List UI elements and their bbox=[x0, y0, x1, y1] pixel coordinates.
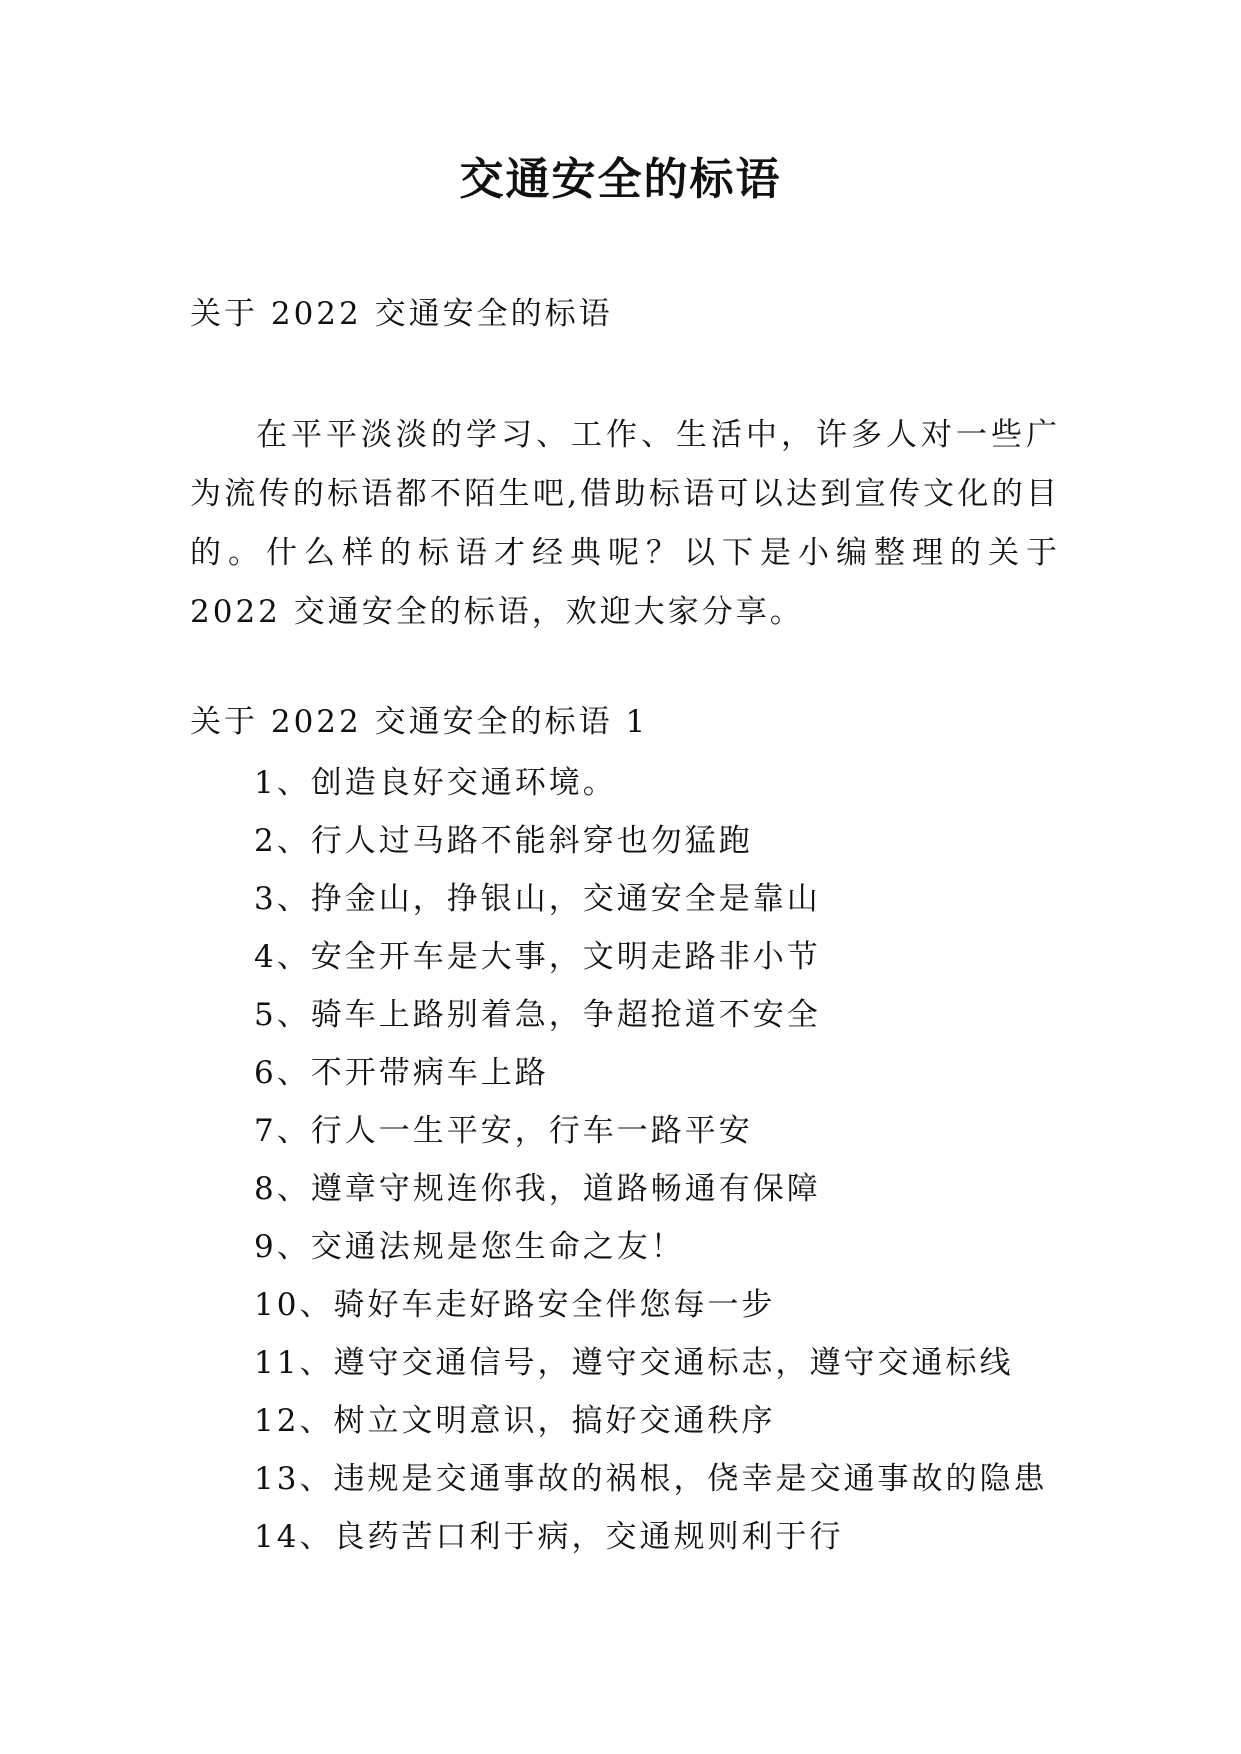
slogan-item: 2、行人过马路不能斜穿也勿猛跑 bbox=[254, 823, 753, 859]
slogan-item: 12、树立文明意识，搞好交通秩序 bbox=[254, 1403, 776, 1439]
slogan-item: 10、骑好车走好路安全伴您每一步 bbox=[254, 1287, 776, 1323]
slogan-item: 6、不开带病车上路 bbox=[254, 1055, 549, 1091]
slogan-item: 11、遵守交通信号，遵守交通标志，遵守交通标线 bbox=[254, 1345, 1014, 1381]
slogan-item: 7、行人一生平安，行车一路平安 bbox=[254, 1113, 753, 1149]
slogan-item: 3、挣金山，挣银山，交通安全是靠山 bbox=[254, 881, 821, 917]
document-subtitle: 关于 2022 交通安全的标语 bbox=[190, 296, 613, 332]
slogan-item: 8、遵章守规连你我，道路畅通有保障 bbox=[254, 1171, 821, 1207]
section-heading: 关于 2022 交通安全的标语 1 bbox=[190, 704, 649, 740]
slogan-item: 4、安全开车是大事，文明走路非小节 bbox=[254, 939, 821, 975]
slogan-item: 14、良药苦口利于病，交通规则利于行 bbox=[254, 1519, 844, 1555]
slogan-item: 13、违规是交通事故的祸根，侥幸是交通事故的隐患 bbox=[254, 1461, 1048, 1497]
slogan-item: 5、骑车上路别着急，争超抢道不安全 bbox=[254, 997, 821, 1033]
slogan-item: 1、创造良好交通环境。 bbox=[254, 765, 617, 801]
intro-paragraph: 在平平淡淡的学习、工作、生活中，许多人对一些广为流传的标语都不陌生吧,借助标语可以达到宣传文化的目的。什么样的标语才经典呢？以下是小编整理的关于 2022 交通安全的标语，欢迎大家分享。 bbox=[190, 417, 1060, 630]
slogan-item: 9、交通法规是您生命之友！ bbox=[254, 1229, 685, 1265]
document-title: 交通安全的标语 bbox=[459, 154, 782, 205]
slogan-list bbox=[254, 754, 1047, 1566]
